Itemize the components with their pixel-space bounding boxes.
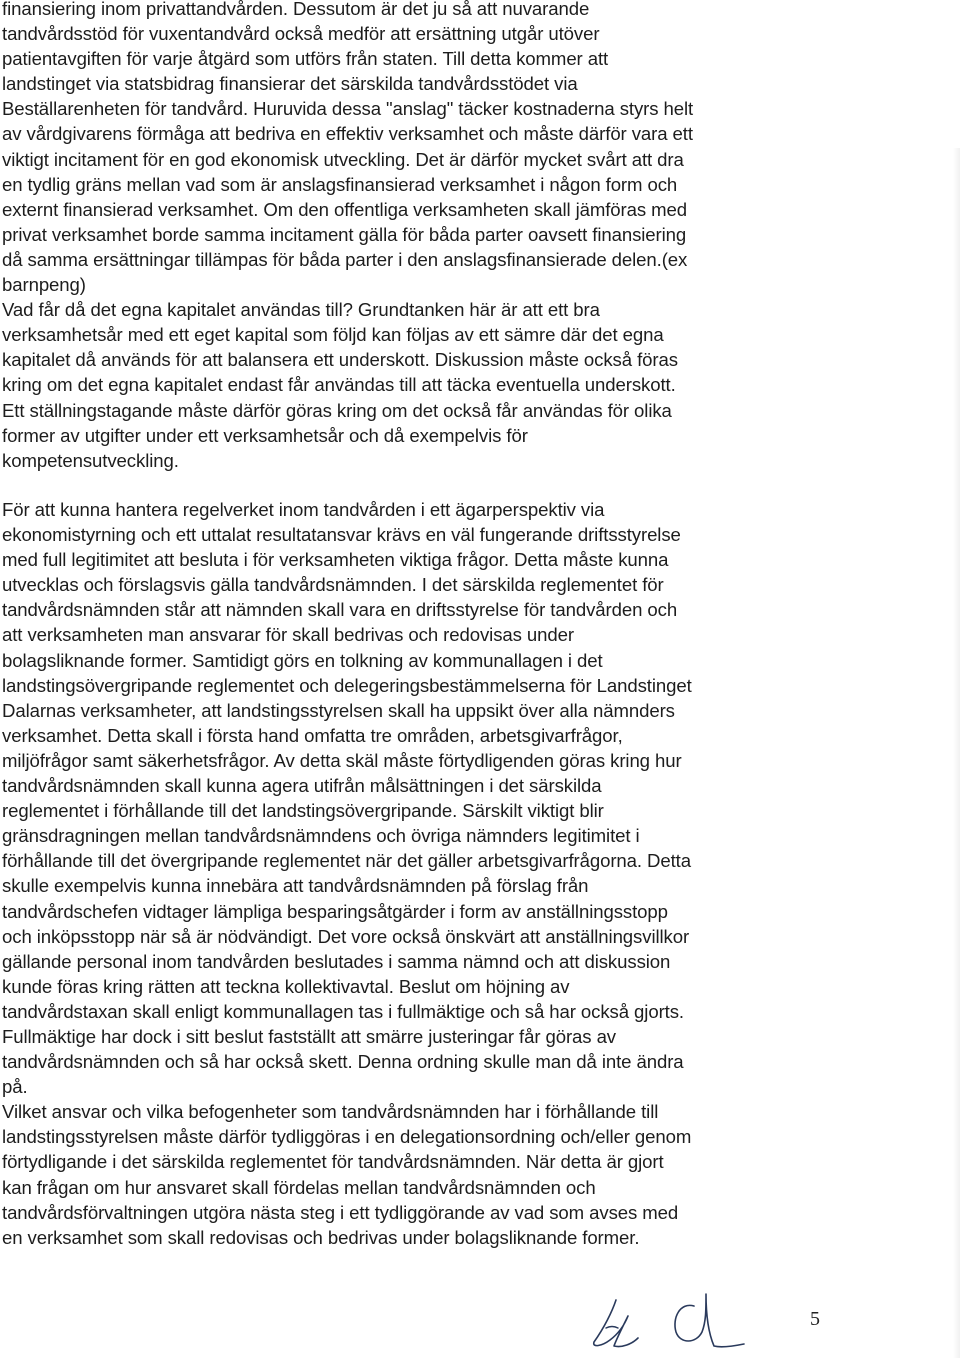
page-number: 5 bbox=[810, 1308, 820, 1330]
text-line: då samma ersättningar tillämpas för båda parter i den anslagsfinansierade delen.(ex bbox=[2, 248, 688, 270]
text-line: kompetensutveckling. bbox=[2, 449, 179, 471]
text-line: förhållande till det övergripande reglementet när det gäller arbetsgivarfrågorna. Detta bbox=[2, 850, 691, 872]
text-line: viktigt incitament för en god ekonomisk utveckling. Det är därför mycket svårt att dra bbox=[2, 148, 684, 170]
text-line: skulle exempelvis kunna innebära att tandvårdsnämnden på förslag från bbox=[2, 875, 589, 897]
text-line: en verksamhet som skall redovisas och bedrivas under bolagsliknande former. bbox=[2, 1226, 640, 1248]
text-line: tandvårdstaxan skall enligt kommunallagen tas i fullmäktige och så har också gjorts. bbox=[2, 1000, 684, 1022]
text-line: tandvårdsnämnden står att nämnden skall vara en driftsstyrelse för tandvården och bbox=[2, 599, 678, 621]
text-line: bolagsliknande former. Samtidigt görs en tolkning av kommunallagen i det bbox=[2, 649, 603, 671]
page-edge-shadow bbox=[953, 148, 960, 1358]
text-line: på. bbox=[2, 1076, 28, 1098]
text-line: av vårdgivarens förmåga att bedriva en effektiv verksamhet och måste därför vara ett bbox=[2, 123, 693, 145]
text-line: privat verksamhet borde samma incitament gälla för båda parter oavsett finansiering bbox=[2, 223, 687, 245]
text-line: Ett ställningstagande måste därför göras kring om det också får användas för olika bbox=[2, 399, 672, 421]
text-line: gränsdragningen mellan tandvårdsnämndens och övriga nämnders legitimitet i bbox=[2, 825, 640, 847]
text-line: Beställarenheten för tandvård. Huruvida dessa "anslag" täcker kostnaderna styrs helt bbox=[2, 98, 694, 120]
text-line: reglementet i förhållande till det landstingsövergripande. Särskilt viktigt blir bbox=[2, 800, 604, 822]
text-line: Vad får då det egna kapitalet användas till? Grundtanken här är att ett bra bbox=[2, 299, 600, 321]
body-text-block-1 bbox=[2, 0, 952, 473]
text-line: barnpeng) bbox=[2, 274, 86, 296]
body-text-block-2 bbox=[2, 497, 952, 1250]
text-line: kan frågan om hur ansvaret skall fördelas mellan tandvårdsnämnden och bbox=[2, 1176, 596, 1198]
text-line: kapitalet då används för att balansera ett underskott. Diskussion måste också föras bbox=[2, 349, 678, 371]
text-line: utvecklas och förslagsvis gälla tandvårdsnämnden. I det särskilda reglementet för bbox=[2, 574, 664, 596]
text-line: tandvårdsnämnden och så har också skett. Denna ordning skulle man då inte ändra bbox=[2, 1051, 684, 1073]
text-line: patientavgiften för varje åtgärd som utförs från staten. Till detta kommer att bbox=[2, 48, 609, 70]
text-line: miljöfrågor samt säkerhetsfrågor. Av detta skäl måste förtydligenden göras kring hur bbox=[2, 749, 682, 771]
text-line: landstinget via statsbidrag finansierar det särskilda tandvårdsstödet via bbox=[2, 73, 578, 95]
handwritten-initials bbox=[588, 1288, 758, 1354]
text-line: förtydligande i det särskilda reglementet för tandvårdsnämnden. När detta är gjort bbox=[2, 1151, 664, 1173]
text-line: att verksamheten man ansvarar för skall bedrivas och redovisas under bbox=[2, 624, 574, 646]
text-line: tandvårdsnämnden skall kunna agera utifrån målsättningen i det särskilda bbox=[2, 775, 602, 797]
text-line: landstingsövergripande reglementet och delegeringsbestämmelserna för Landstinget bbox=[2, 674, 692, 696]
text-line: gällande personal inom tandvården beslutades i samma nämnd och att diskussion bbox=[2, 950, 671, 972]
text-line: verksamhet. Detta skall i första hand omfatta tre områden, arbetsgivarfrågor, bbox=[2, 724, 623, 746]
text-line: former av utgifter under ett verksamhetsår och då exempelvis för bbox=[2, 424, 528, 446]
text-line: tandvårdsförvaltningen utgöra nästa steg i ett tydliggörande av vad som avses med bbox=[2, 1201, 679, 1223]
text-line: med full legitimitet att besluta i för verksamheten viktiga frågor. Detta måste kunna bbox=[2, 549, 669, 571]
text-line: externt finansierad verksamhet. Om den offentliga verksamheten skall jämföras med bbox=[2, 198, 688, 220]
text-line: Vilket ansvar och vilka befogenheter som tandvårdsnämnden har i förhållande till bbox=[2, 1101, 659, 1123]
text-line: ekonomistyrning och ett uttalat resultatansvar krävs en väl fungerande driftsstyrelse bbox=[2, 524, 681, 546]
text-line: Fullmäktige har dock i sitt beslut fastställt att smärre justeringar får göras av bbox=[2, 1025, 617, 1047]
text-line: kunde föras kring rätten att teckna kollektivavtal. Beslut om höjning av bbox=[2, 975, 570, 997]
text-line: kring om det egna kapitalet endast får användas till att täcka eventuella underskott. bbox=[2, 374, 676, 396]
text-line: och inköpsstopp när så är nödvändigt. Det vore också önskvärt att anställningsvillkor bbox=[2, 925, 690, 947]
text-line: verksamhetsår med ett eget kapital som följd kan följas av ett sämre där det egna bbox=[2, 324, 664, 346]
text-line: en tydlig gräns mellan vad som är anslagsfinansierad verksamhet i någon form och bbox=[2, 173, 678, 195]
text-line: tandvårdsstöd för vuxentandvård också medför att ersättning utgår utöver bbox=[2, 23, 600, 45]
text-line: Dalarnas verksamheter, att landstingsstyrelsen skall ha uppsikt över alla nämnders bbox=[2, 699, 675, 721]
text-line: landstingsstyrelsen måste därför tydliggöras i en delegationsordning och/eller genom bbox=[2, 1126, 692, 1148]
text-line: För att kunna hantera regelverket inom tandvården i ett ägarperspektiv via bbox=[2, 499, 605, 520]
text-line: finansiering inom privattandvården. Dessutom är det ju så att nuvarande bbox=[2, 0, 590, 19]
text-line: tandvårdschefen vidtager lämpliga besparingsåtgärder i form av anställningsstopp bbox=[2, 900, 668, 922]
